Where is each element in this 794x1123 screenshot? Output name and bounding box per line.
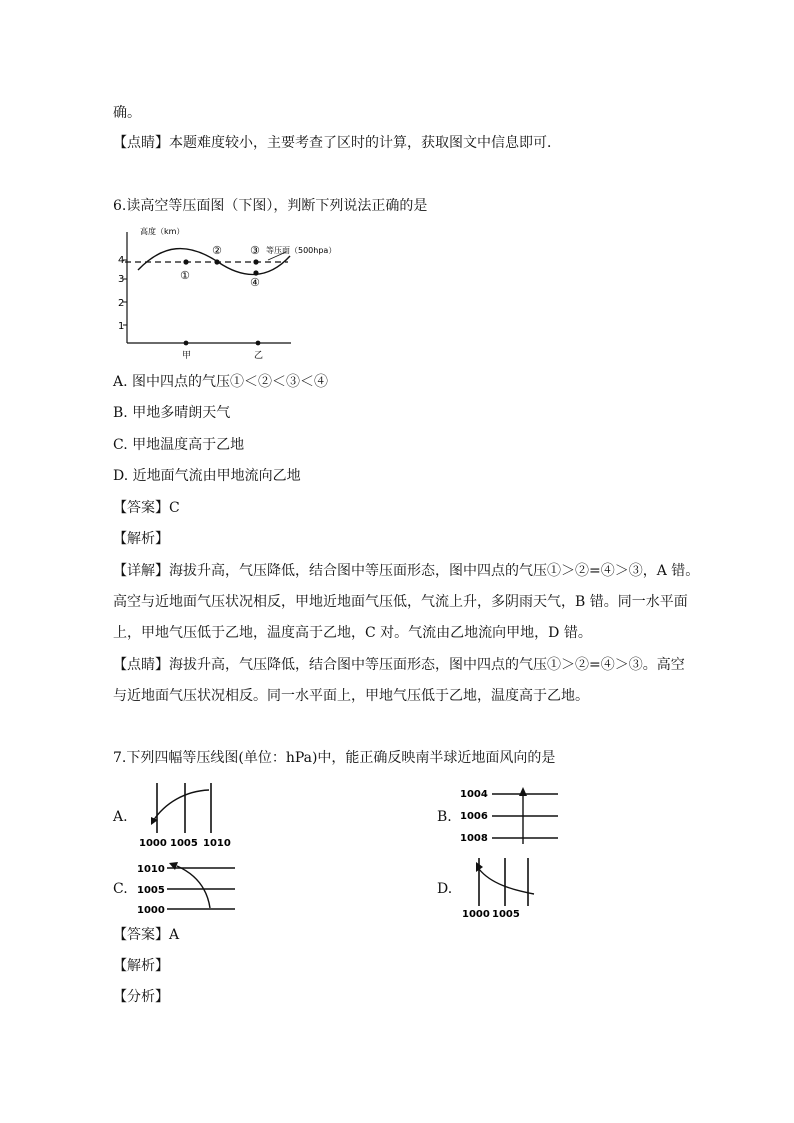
fig6-ytick: 2 (118, 298, 125, 309)
isobar-label: 1005 (137, 885, 165, 896)
fig6-ytick: 3 (118, 274, 125, 285)
q7-answer: 【答案】A (113, 927, 180, 943)
fig6-ytick: 1 (118, 321, 125, 332)
isobar-label: 1010 (137, 864, 165, 875)
isobar-label: 1006 (460, 811, 488, 822)
q6-detail-line: 高空与近地面气压状况相反，甲地近地面气压低，气流上升，多阴雨天气，B 错。同一水平面 (113, 594, 688, 610)
fig6-point-2 (214, 259, 219, 264)
q6-answer: 【答案】C (113, 500, 180, 516)
isobar-label: 1000 (137, 905, 165, 916)
q6-dianjing-line: 【点睛】海拔升高，气压降低，结合图中等压面形态，图中四点的气压①＞②=④＞③。高空 (113, 657, 685, 673)
fig6-label-3: ③ (250, 244, 260, 257)
fig6-point-1 (183, 259, 188, 264)
fig6-ylabel: 高度（km） (140, 227, 185, 236)
q6-detail-line: 上，甲地气压低于乙地，温度高于乙地，C 对。气流由乙地流向甲地，D 错。 (113, 625, 592, 641)
q6-dianjing-line: 与近地面气压状况相反。同一水平面上，甲地气压低于乙地，温度高于乙地。 (113, 688, 589, 704)
isobar-label: 1000 (462, 909, 490, 920)
prev-dianjing: 【点睛】本题难度较小，主要考查了区时的计算，获取图文中信息即可． (113, 135, 561, 151)
isobaric-surface-figure (118, 222, 368, 362)
q6-jiexi: 【解析】 (113, 531, 169, 547)
q7-diagram-c (137, 860, 237, 916)
fig6-point-4 (253, 270, 258, 275)
isobar-label: 1008 (460, 833, 488, 844)
q7-fenxi: 【分析】 (113, 989, 169, 1005)
fig6-ground-yi: 乙 (254, 351, 264, 361)
q6-option-a: A. 图中四点的气压①＜②＜③＜④ (113, 374, 329, 390)
q7-option-c-letter: C. (113, 881, 128, 897)
wind-arrow (153, 790, 209, 821)
isobar-label: 1000 (139, 838, 167, 849)
q7-option-a-letter: A. (113, 809, 128, 825)
q6-detail-line: 【详解】海拔升高，气压降低，结合图中等压面形态，图中四点的气压①＞②=④＞③，A 错。 (113, 563, 700, 579)
q7-stem: 7.下列四幅等压线图(单位：hPa)中，能正确反映南半球近地面风向的是 (113, 750, 556, 766)
q6-stem: 6.读高空等压面图（下图），判断下列说法正确的是 (113, 198, 428, 214)
q7-diagram-a (139, 781, 255, 849)
fig6-ground-jia: 甲 (182, 351, 192, 361)
q7-option-d-letter: D. (437, 881, 453, 897)
wind-arrow (479, 869, 534, 894)
q7-diagram-b (460, 786, 560, 848)
fig6-ytick: 4 (118, 255, 125, 266)
q7-jiexi: 【解析】 (113, 958, 169, 974)
q6-option-d: D. 近地面气流由甲地流向乙地 (113, 468, 301, 484)
fig6-label-4: ④ (250, 276, 260, 289)
q7-diagram-d (458, 856, 538, 920)
q7-option-b-letter: B. (437, 809, 452, 825)
isobar-label: 1005 (492, 909, 520, 920)
isobar-label: 1005 (170, 838, 198, 849)
isobar-label: 1010 (203, 838, 231, 849)
prev-answer-tail: 确。 (113, 105, 141, 121)
fig6-label-1: ① (180, 269, 190, 282)
fig6-label-2: ② (212, 244, 222, 257)
q6-option-c: C. 甲地温度高于乙地 (113, 437, 245, 453)
fig6-point-3 (253, 259, 258, 264)
isobar-label: 1004 (460, 789, 488, 800)
wind-arrow (177, 866, 210, 908)
q6-option-b: B. 甲地多晴朗天气 (113, 405, 231, 421)
fig6-curve-label: 等压面（500hpa） (266, 246, 337, 255)
